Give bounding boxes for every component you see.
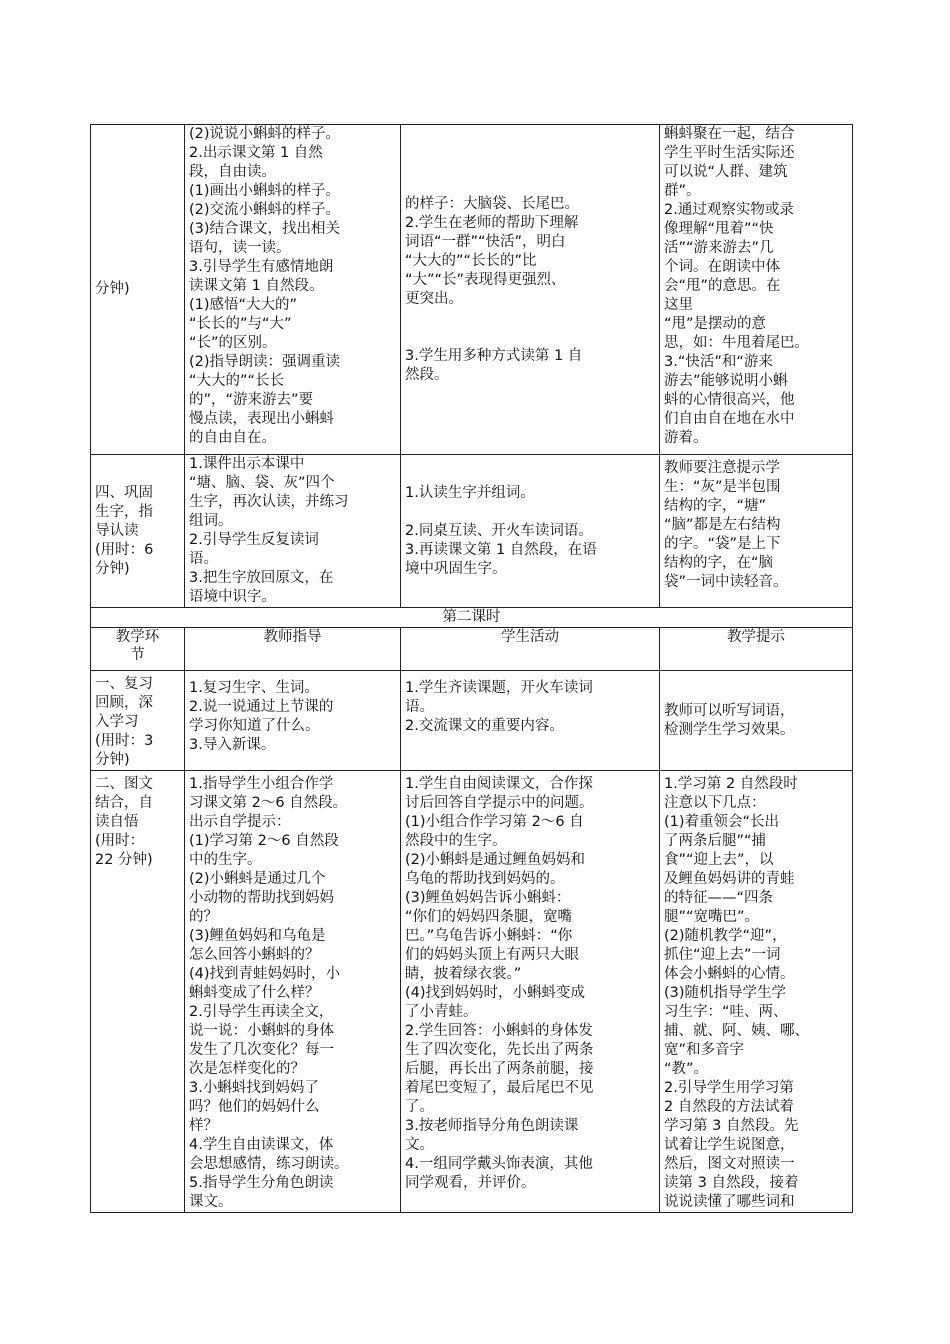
cell-line [405,503,655,522]
teacher-cell [185,125,401,455]
cell-line: 组词。 [189,513,233,529]
cell-line: 2.学生在老师的帮助下理解 [405,214,579,231]
cell-line: 结合，自 [95,795,153,811]
student-cell [401,671,660,771]
cell-line: 了两条后腿”“捕 [664,833,767,849]
student-cell [401,455,660,608]
cell-line: 样？ [189,1118,218,1134]
cell-line: 们自由自在地在水中 [664,411,795,427]
section-title: 第二课时 [91,608,853,628]
cell-line: 3.引导学生有感情地朗 [189,259,334,275]
cell-line: 1.课件出示本课中 [189,456,305,472]
cell-line: 词语“一群”“快活”，明白 [405,233,566,250]
cell-line: 语句，读一读。 [189,240,291,256]
cell-line: 导认读 [95,522,139,539]
cell-line: 教师要注意提示学 [664,460,780,476]
cell-line: 回顾，深 [95,695,153,711]
cell-line: 更突出。 [405,290,463,307]
cell-line: (4)找到青蛙妈妈时，小 [189,966,341,982]
cell-line [405,328,655,347]
cell-line: 2.引导学生再读全文， [189,1004,334,1020]
cell-line: 分钟) [95,752,130,768]
cell-line: (2)指导朗读：强调重读 [189,354,341,370]
cell-line: 学习第 3 自然段。先 [664,1118,799,1134]
cell-line: 读课文第 1 自然段。 [189,278,324,294]
student-cell [401,771,660,1213]
header-row [91,628,853,671]
stage-cell [91,125,185,455]
cell-line: 的特征——“四条 [664,890,774,906]
tips-cell [660,771,853,1213]
cell-line: (用时：6 [95,541,154,558]
cell-line: 2.引导学生反复读词 [189,532,319,548]
cell-line: 结构的字，在“脑 [664,555,774,571]
cell-line: 1.指导学生小组合作学 [189,776,334,792]
student-cell [401,125,660,455]
cell-line: 境中巩固生字。 [405,560,507,577]
cell-line: (4)找到妈妈时，小蝌蚪变成 [405,985,586,1001]
cell-line: (2)说说小蝌蚪的样子。 [189,126,341,142]
cell-line: 入学习 [95,714,139,730]
cell-line: 巴。”乌龟告诉小蝌蚪：“你 [405,928,573,944]
cell-line: 抓住“迎上去”一词 [664,947,781,963]
cell-line: 1.认读生字并组词。 [405,484,535,501]
cell-line: 慢点读，表现出小蝌蚪 [189,411,334,427]
cell-line: 教师可以听写词语， [664,702,795,719]
cell-line: 然后，图文对照读一 [664,1156,795,1172]
cell-line: 四、巩固 [95,484,153,501]
cell-line: 2.引导学生用学习第 [664,1080,794,1096]
cell-line: 着尾巴变短了，最后尾巴不见 [405,1080,594,1096]
cell-line: (1)感悟“大大的” [189,297,298,313]
cell-line: 活”“游来游去”几 [664,240,774,256]
cell-line: 同学观看，并评价。 [405,1175,536,1191]
cell-line: 体会小蝌蚪的心情。 [664,966,795,982]
teacher-cell [185,771,401,1213]
table-row [91,125,853,455]
cell-line: 次是怎样变化的？ [189,1061,305,1077]
cell-line: 袋”一词中读轻音。 [664,574,788,590]
teacher-cell [185,671,401,771]
cell-line: “脑”都是左右结构 [664,517,781,533]
header-student: 学生活动 [401,628,660,671]
cell-line: 吗？他们的妈妈什么 [189,1099,320,1115]
cell-line: 1.复习生字、生词。 [189,680,319,696]
cell-line: “甩”是摆动的意 [664,316,767,332]
cell-line: 会思想感情，练习朗读。 [189,1156,349,1172]
cell-line: 生：“灰”是半包围 [664,479,781,495]
tips-cell [660,671,853,771]
cell-line: 3.“快活”和“游来 [664,354,773,370]
cell-line: 及鲤鱼妈妈讲的青蛙 [664,871,795,887]
cell-line: 一、复习 [95,676,153,692]
lesson-plan-table [90,124,853,1213]
cell-line: (1)画出小蝌蚪的样子。 [189,183,341,199]
cell-line: 生字，指 [95,503,153,520]
cell-line: “大”“长”表现得更强烈、 [405,271,566,288]
cell-line: 语境中识字。 [189,589,276,605]
cell-line: 4.学生自由读课文，体 [189,1137,334,1153]
cell-line: 5.指导学生分角色朗读 [189,1175,334,1191]
cell-line: (用时： [95,833,145,849]
cell-line: 注意以下几点： [664,795,766,811]
cell-line: 习课文第 2～6 自然段。 [189,795,348,811]
cell-line: “塘、脑、袋、灰”四个 [189,475,335,491]
table-row [91,771,853,1213]
cell-line: 1.学习第 2 自然段时 [664,776,798,792]
cell-line: (2)随机教学“迎”， [664,928,787,944]
cell-line: 生了四次变化，先长出了两条 [405,1042,594,1058]
cell-line: 捕、就、阿、姨、哪、 [664,1023,809,1039]
cell-line: 的字。“袋”是上下 [664,536,781,552]
cell-line: 结构的字，“塘” [664,498,767,514]
cell-line: 的自由自在。 [189,430,276,446]
cell-line: 睛，披着绿衣裳。” [405,966,522,982]
cell-line: (3)结合课文，找出相关 [189,221,341,237]
cell-line: 思，如：牛甩着尾巴。 [664,335,809,351]
cell-line: 了小青蛙。 [405,1004,478,1020]
cell-line: 分钟) [95,281,130,297]
cell-line: (3)鲤鱼妈妈和乌龟是 [189,928,326,944]
cell-line: 中的生字。 [189,852,262,868]
table-row [91,455,853,608]
cell-line: 读第 3 自然段，接着 [664,1175,799,1191]
cell-line: 蝌蚪聚在一起，结合 [664,126,795,142]
cell-line: (1)小组合作学习第 2～6 自 [405,814,584,830]
cell-line: 食”“迎上去”，以 [664,852,774,868]
cell-line: (3)鲤鱼妈妈告诉小蝌蚪： [405,890,571,906]
cell-line: (3)随机指导学生学 [664,985,787,1001]
cell-line: 然段。 [405,366,449,383]
cell-line: 段，自由读。 [189,164,276,180]
cell-line: 学生平时生活实际还 [664,145,795,161]
cell-line: 蚪的心情很高兴，他 [664,392,795,408]
cell-line: 2.出示课文第 1 自然 [189,145,323,161]
cell-line: 讨后回答自学提示中的问题。 [405,795,594,811]
cell-line: 生字，再次认读，并练习 [189,494,349,510]
cell-line: 然段中的生字。 [405,833,507,849]
cell-line: 检测学生学习效果。 [664,721,795,738]
section-title-row [91,608,853,628]
header-tips: 教学提示 [660,628,853,671]
tips-cell [660,125,853,455]
stage-cell [91,771,185,1213]
table-row [91,671,853,771]
cell-line: (1)着重领会“长出 [664,814,780,830]
header-stage: 教学环 节 [91,628,185,671]
cell-line: 游去”能够说明小蝌 [664,373,788,389]
cell-line: 说说读懂了哪些词和 [664,1194,795,1210]
tips-cell [660,455,853,608]
cell-line: 1.学生自由阅读课文，合作探 [405,776,593,792]
cell-line: 的”，“游来游去”要 [189,392,314,408]
cell-line: 可以说“人群、建筑 [664,164,788,180]
cell-line: “长长的”与“大” [189,316,292,332]
cell-line: 2.通过观察实物或录 [664,202,794,218]
cell-line: 学习你知道了什么。 [189,718,320,734]
cell-line: 蝌蚪变成了什么样？ [189,985,320,1001]
cell-line: 的样子：大脑袋、长尾巴。 [405,195,579,212]
cell-line: 分钟) [95,560,130,577]
cell-line: 发生了几次变化？每一 [189,1042,334,1058]
cell-line: 文。 [405,1137,434,1153]
cell-line: 会“甩”的意思。在 [664,278,781,294]
cell-line: 3.小蝌蚪找到妈妈了 [189,1080,319,1096]
cell-line: 后腿，再长出了两条前腿，接 [405,1061,594,1077]
cell-line: “大大的”“长长 [189,373,285,389]
cell-line: 试着让学生说图意， [664,1137,795,1153]
cell-line: 语。 [405,699,434,715]
cell-line: 二、图文 [95,776,153,792]
cell-line: 语。 [189,551,218,567]
cell-line: 22 分钟) [95,852,153,868]
cell-line: 游着。 [664,430,708,446]
cell-line: 出示自学提示： [189,814,291,830]
cell-line: 宽”和多音字 [664,1042,745,1058]
cell-line: 腿”“宽嘴巴”。 [664,909,760,925]
cell-line: 这里 [664,297,693,313]
cell-line: (1)学习第 2～6 自然段 [189,833,339,849]
cell-line: 2.同桌互读、开火车读词语。 [405,522,593,539]
cell-line: 习生字：“哇、两、 [664,1004,788,1020]
header-teacher: 教师指导 [185,628,401,671]
cell-line: 3.导入新课。 [189,737,276,753]
stage-cell [91,455,185,608]
cell-line: 群”。 [664,183,701,199]
cell-line: 像理解“甩着”“快 [664,221,774,237]
cell-line: 2.交流课文的重要内容。 [405,718,564,734]
cell-line: 3.学生用多种方式读第 1 自 [405,347,583,364]
cell-line: (2)小蝌蚪是通过鲤鱼妈妈和 [405,852,586,868]
cell-line: 2.说一说通过上节课的 [189,699,334,715]
teacher-cell [185,455,401,608]
cell-line: 了。 [405,1099,434,1115]
stage-cell [91,671,185,771]
cell-line: 2 自然段的方法试着 [664,1099,794,1115]
cell-line: 3.按老师指导分角色朗读课 [405,1118,579,1134]
cell-line: 说一说：小蝌蚪的身体 [189,1023,334,1039]
cell-line: “教”。 [664,1061,709,1077]
cell-line: (用时：3 [95,733,154,749]
cell-line: “大大的”“长长的”比 [405,252,537,269]
cell-line [405,309,655,328]
cell-line: 3.再读课文第 1 自然段，在语 [405,541,597,558]
cell-line: 3.把生字放回原文，在 [189,570,334,586]
cell-line: “长”的区别。 [189,335,277,351]
cell-line: 4.一组同学戴头饰表演，其他 [405,1156,593,1172]
cell-line: 读自悟 [95,814,139,830]
cell-line: 的？ [189,909,218,925]
cell-line: 们的妈妈头顶上有两只大眼 [405,947,579,963]
cell-line: 1.学生齐读课题，开火车读词 [405,680,593,696]
cell-line: 怎么回答小蝌蚪的？ [189,947,320,963]
cell-line: 乌龟的帮助找到妈妈的。 [405,871,565,887]
cell-line: 个词。在朗读中体 [664,259,780,275]
cell-line: (2)小蝌蚪是通过几个 [189,871,326,887]
cell-line: “你们的妈妈四条腿，宽嘴 [405,909,573,925]
cell-line: (2)交流小蝌蚪的样子。 [189,202,341,218]
cell-line: 2.学生回答：小蝌蚪的身体发 [405,1023,593,1039]
cell-line: 小动物的帮助找到妈妈 [189,890,334,906]
cell-line: 课文。 [189,1194,233,1210]
